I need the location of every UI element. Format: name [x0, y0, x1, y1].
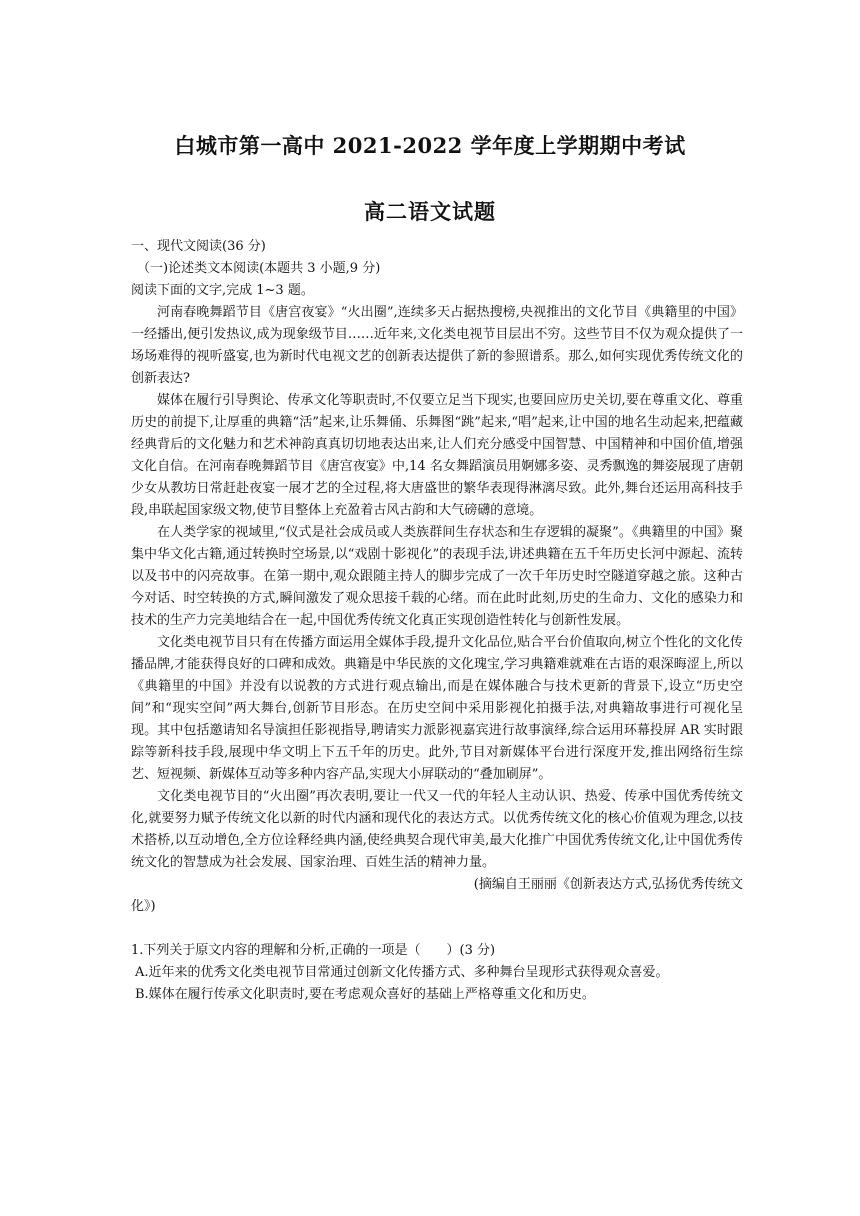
passage-paragraph-2: 媒体在履行引导舆论、传承文化等职责时,不仅要立足当下现实,也要回应历史关切,要在尊重文化、尊重历史的前提下,让厚重的典籍“活”起来,让乐舞俑、乐舞图“跳”起来,“唱”起来,让中国的地名生动起来,把蕴藏经典背后的文化魅力和艺术神韵真真切切地表达出来,让人们充分感受中国智慧、中国精神和中国价值,增强文化自信。在河南春晚舞蹈节目《唐宫夜宴》中,14 名女舞蹈演员用婀娜多姿、灵秀飘逸的舞姿展现了唐朝少女从教坊日常赶赴夜宴一展才艺的全过程,将大唐盛世的繁华表现得淋漓尽致。此外,舞台还运用高科技手段,串联起国家级文物,使节目整体上充盈着古风古韵和大气磅礴的意境。	[131, 393, 743, 518]
question-1-stem: 1.下列关于原文内容的理解和分析,正确的一项是（ ）(3 分)	[131, 943, 496, 958]
passage-paragraph-4: 文化类电视节目只有在传播方面运用全媒体手段,提升文化品位,贴合平台价值取向,树立个性化的文化传播品牌,才能获得良好的口碑和成效。典籍是中华民族的文化瑰宝,学习典籍难就难在古语的艰深晦涩上,所以《典籍里的中国》并没有以说教的方式进行观点输出,而是在媒体融合与技术更新的背景下,设立“历史空间”和“现实空间”两大舞台,创新节目形态。在历史空间中采用影视化拍摄手法,对典籍故事进行可视化呈现。其中包括邀请知名导演担任影视指导,聘请实力派影视嘉宾进行故事演绎,综合运用环幕投屏 AR 实时跟踪等新科技手段,展现中华文明上下五千年的历史。此外,节目对新媒体平台进行深度开发,推出网络衍生综艺、短视频、新媒体互动等多种内容产品,实现大小屏联动的“叠加刷屏”。	[131, 635, 743, 782]
exam-subtitle: 高二语文试题	[364, 199, 496, 224]
passage-source: (摘编自王丽丽《创新表达方式,弘扬优秀传统文	[473, 877, 743, 892]
passage-source-continued: 化》)	[131, 899, 156, 914]
passage-paragraph-5: 文化类电视节目的“火出圈”再次表明,要让一代又一代的年轻人主动认识、热爱、传承中国优秀传统文化,就要努力赋予传统文化以新的时代内涵和现代化的表达方式。以优秀传统文化的核心价值观为理念,以技术搭桥,以互动增色,全方位诠释经典内涵,使经典契合现代审美,最大化推广中国优秀传统文化,让中国优秀传统文化的智慧成为社会发展、国家治理、百姓生活的精神力量。	[131, 789, 743, 870]
exam-body	[131, 236, 743, 1006]
section-heading: 一、现代文阅读(36 分)	[131, 239, 266, 254]
reading-instruction: 阅读下面的文字,完成 1~3 题。	[131, 283, 314, 298]
sub-section-heading: （一)论述类文本阅读(本题共 3 小题,9 分)	[137, 261, 381, 276]
passage-paragraph-3: 在人类学家的视域里,“仪式是社会成员或人类族群间生存状态和生存逻辑的凝聚”。《典籍里的中国》聚集中华文化古籍,通过转换时空场景,以“戏剧十影视化”的表现手法,讲述典籍在五千年历史长河中源起、流转以及书中的闪亮故事。在第一期中,观众跟随主持人的脚步完成了一次千年历史时空隧道穿越之旅。这种古今对话、时空转换的方式,瞬间激发了观众思接千载的心绪。而在此时此刻,历史的生命力、文化的感染力和技术的生产力完美地结合在一起,中国优秀传统文化真正实现创造性转化与创新性发展。	[131, 525, 743, 628]
passage-paragraph-1: 河南春晚舞蹈节目《唐宫夜宴》“火出圈”,连续多天占据热搜榜,央视推出的文化节目《典籍里的中国》一经播出,便引发热议,成为现象级节目……近年来,文化类电视节目层出不穷。这些节目不仅为观众提供了一场场难得的视听盛宴,也为新时代电视文艺的创新表达提供了新的参照谱系。那么,如何实现优秀传统文化的创新表达?	[131, 305, 743, 386]
spacer	[131, 918, 743, 940]
question-1-option-a: A.近年来的优秀文化类电视节目常通过创新文化传播方式、多种舞台呈现形式获得观众喜爱。	[135, 965, 669, 980]
exam-title: 白城市第一高中 2021-2022 学年度上学期期中考试	[174, 133, 686, 158]
question-1-option-b: B.媒体在履行传承文化职责时,要在考虑观众喜好的基础上严格尊重文化和历史。	[135, 987, 595, 1002]
